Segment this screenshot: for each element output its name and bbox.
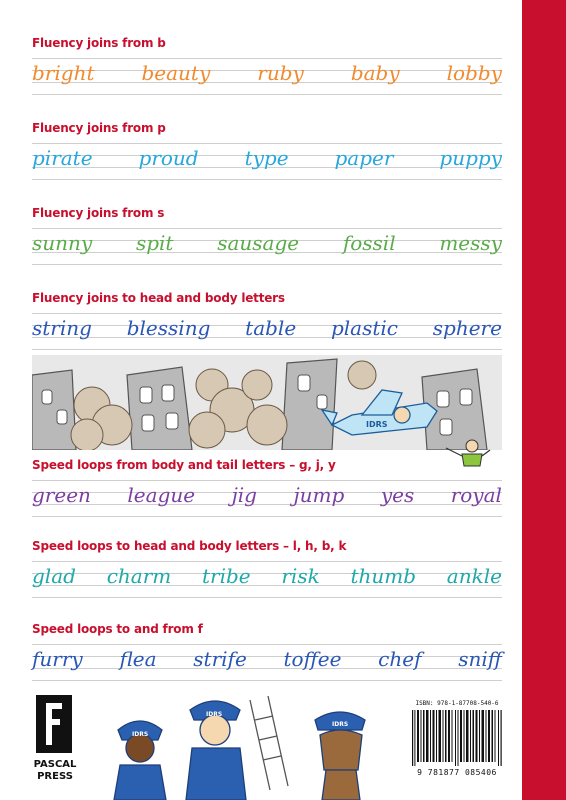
barcode-bars	[412, 710, 502, 766]
practice-word: ruby	[257, 61, 304, 85]
publisher-mark-icon	[36, 695, 72, 753]
cover-spine	[522, 0, 566, 800]
practice-word: baby	[350, 61, 400, 85]
practice-word: table	[245, 316, 297, 340]
practice-word: messy	[439, 231, 502, 255]
practice-word: jump	[293, 483, 345, 507]
practice-word: plastic	[330, 316, 398, 340]
section-loops-g-j-y	[32, 458, 502, 507]
practice-word: type	[244, 146, 289, 170]
practice-word: yes	[380, 483, 415, 507]
practice-word: ankle	[446, 564, 502, 588]
barcode-number: 9 781877 085406	[417, 768, 497, 777]
practice-word: sphere	[432, 316, 502, 340]
section-loops-l-h-b-k	[32, 539, 502, 588]
publisher-name: PASCAL PRESS	[33, 759, 77, 782]
practice-word: puppy	[439, 146, 502, 170]
practice-word: sniff	[458, 647, 502, 671]
section-heading: Fluency joins from b	[32, 36, 166, 50]
practice-word: glad	[32, 564, 76, 588]
practice-word: bright	[32, 61, 95, 85]
practice-word: beauty	[141, 61, 211, 85]
isbn-text: ISBN: 978-1-87708-540-6	[415, 700, 499, 707]
city-plane-illustration	[32, 355, 502, 450]
publisher-logo	[30, 695, 80, 795]
word-list	[32, 559, 502, 593]
practice-word: toffee	[283, 647, 342, 671]
section-loops-f	[32, 622, 502, 671]
practice-word: league	[127, 483, 196, 507]
section-joins-head-body	[32, 291, 502, 340]
practice-word: blessing	[126, 316, 211, 340]
practice-word: jig	[231, 483, 257, 507]
word-list	[32, 56, 502, 90]
practice-word: sausage	[217, 231, 300, 255]
practice-word: green	[32, 483, 91, 507]
practice-word: fossil	[342, 231, 396, 255]
word-list	[32, 226, 502, 260]
practice-word: pirate	[32, 146, 93, 170]
cap-label: IDRS	[332, 721, 349, 728]
section-joins-from-s	[32, 206, 502, 255]
practice-word: charm	[106, 564, 172, 588]
section-heading: Fluency joins from s	[32, 206, 165, 220]
word-list	[32, 141, 502, 175]
cap-label: IDRS	[132, 731, 149, 738]
section-heading: Fluency joins from p	[32, 121, 166, 135]
section-heading: Speed loops to and from f	[32, 622, 203, 636]
practice-word: chef	[378, 647, 422, 671]
word-list	[32, 478, 502, 512]
section-heading: Fluency joins to head and body letters	[32, 291, 285, 305]
practice-word: proud	[138, 146, 199, 170]
section-heading: Speed loops to head and body letters – l, h, b, k	[32, 539, 347, 553]
practice-word: royal	[450, 483, 502, 507]
isbn-barcode	[408, 700, 506, 782]
practice-word: string	[32, 316, 92, 340]
practice-word: risk	[281, 564, 320, 588]
practice-word: sunny	[32, 231, 93, 255]
practice-word: thumb	[350, 564, 417, 588]
word-list	[32, 642, 502, 676]
practice-word: strife	[193, 647, 247, 671]
practice-word: lobby	[446, 61, 502, 85]
section-heading: Speed loops from body and tail letters – g, j, y	[32, 458, 336, 472]
practice-word: spit	[135, 231, 174, 255]
characters-illustration	[100, 690, 400, 800]
section-joins-from-p	[32, 121, 502, 170]
practice-word: paper	[334, 146, 394, 170]
plane-label: IDRS	[366, 420, 388, 429]
cap-label: IDRS	[206, 711, 223, 718]
practice-word: furry	[32, 647, 83, 671]
word-list	[32, 311, 502, 345]
section-joins-from-b	[32, 36, 502, 85]
practice-word: flea	[119, 647, 157, 671]
practice-word: tribe	[201, 564, 251, 588]
